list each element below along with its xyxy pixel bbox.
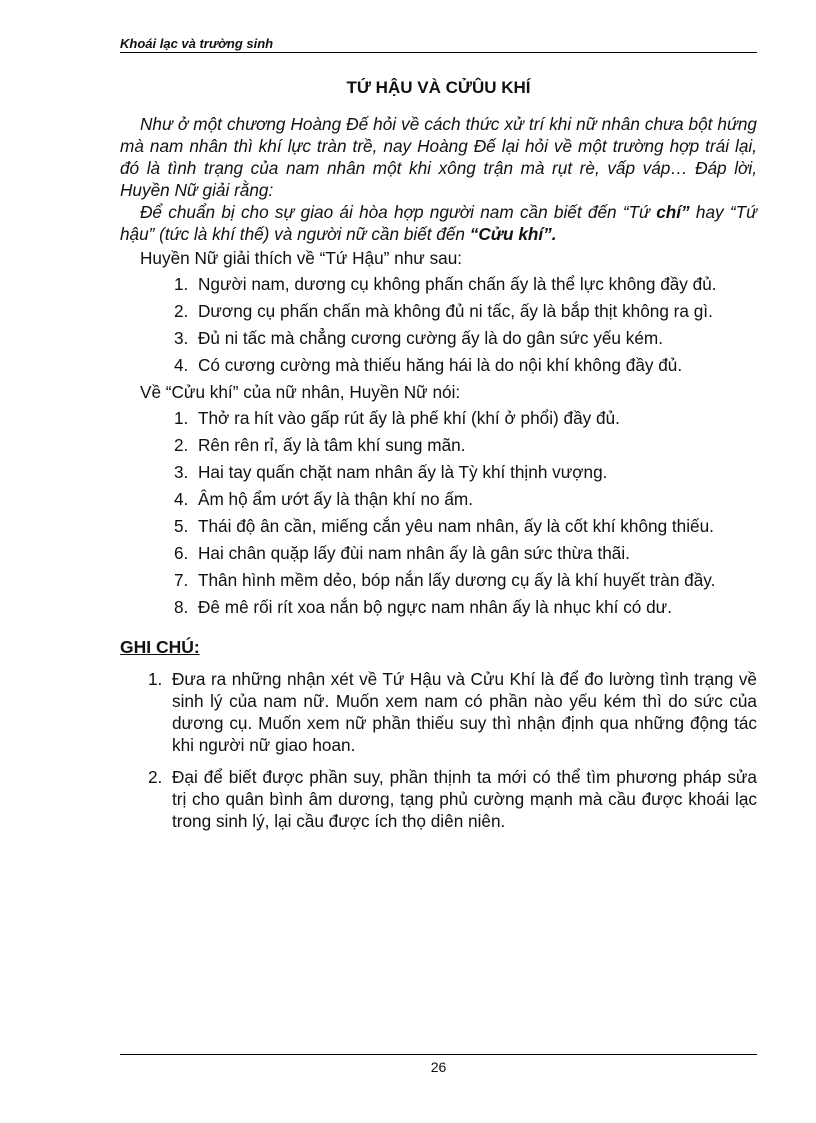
intro-paragraph: Như ở một chương Hoàng Đế hỏi về cách thức xử trí khi nữ nhân chưa bột hứng mà nam nhân thì khí lực tràn trề, nay Hoàng Đế lại hỏi về một trường hợp trái lại, đó là tình trạng của nam nhân một khi xông trận mà rụt rè, vấp váp… Đáp lời, Huyền Nữ giải rằng: xyxy=(120,114,757,200)
note-item xyxy=(120,766,757,832)
list-item xyxy=(120,596,757,618)
list-item-text: Đê mê rối rít xoa nắn bộ ngực nam nhân ấy là nhục khí có dư. xyxy=(198,597,672,617)
list-item-number: 4. xyxy=(174,355,189,375)
list-item xyxy=(120,515,757,537)
list-item xyxy=(120,273,757,295)
footer-rule xyxy=(120,1054,757,1055)
cuu-khi-intro: Về “Cửu khí” của nữ nhân, Huyền Nữ nói: xyxy=(140,382,461,402)
list-item-text: Đủ ni tấc mà chẳng cương cường ấy là do gân sức yếu kém. xyxy=(198,328,664,348)
list-item-text: Thân hình mềm dẻo, bóp nắn lấy dương cụ ấy là khí huyết tràn đầy. xyxy=(198,570,716,590)
notes-heading: GHI CHÚ: xyxy=(120,637,200,657)
list-item-text: Dương cụ phấn chấn mà không đủ ni tấc, ấy là bắp thịt không ra gì. xyxy=(198,301,713,321)
list-item-number: 5. xyxy=(174,516,189,536)
list-item-number: 2. xyxy=(174,435,189,455)
list-item-text: Hai tay quấn chặt nam nhân ấy là Tỳ khí thịnh vượng. xyxy=(198,462,608,482)
list-item xyxy=(120,434,757,456)
list-item-text: Có cương cường mà thiếu hăng hái là do nội khí không đầy đủ. xyxy=(198,355,683,375)
list-item-text: Hai chân quặp lấy đùi nam nhân ấy là gân sức thừa thãi. xyxy=(198,543,630,563)
list-item-number: 3. xyxy=(174,328,189,348)
list-item xyxy=(120,407,757,429)
list-item-number: 1. xyxy=(174,274,189,294)
list-item-text: Rên rên rỉ, ấy là tâm khí sung mãn. xyxy=(198,435,466,455)
cuu-khi-list xyxy=(120,407,757,618)
list-item-number: 1. xyxy=(174,408,189,428)
note-item-text: Đại để biết được phần suy, phần thịnh ta mới có thể tìm phương pháp sửa trị cho quân bình âm dương, tạng phủ cường mạnh mà cầu được khoái lạc trong sinh lý, lại cầu được ích thọ diên niên. xyxy=(172,767,757,831)
second-paragraph xyxy=(120,201,757,245)
running-header: Khoái lạc và trường sinh xyxy=(120,36,757,53)
list-item-text: Thái độ ân cần, miếng cắn yêu nam nhân, ấy là cốt khí không thiếu. xyxy=(198,516,714,536)
note-item-number: 2. xyxy=(148,767,163,787)
list-item-number: 2. xyxy=(174,301,189,321)
note-item-text: Đưa ra những nhận xét về Tứ Hậu và Cửu Khí là để đo lường tình trạng về sinh lý của nam nữ. Muốn xem nam có phần nào yếu kém thì do sức của dương cụ. Muốn xem nữ phần thiếu suy thì nhận định qua những động tác khi người nữ giao hoan. xyxy=(172,669,757,755)
tu-hau-intro: Huyền Nữ giải thích về “Tứ Hậu” như sau: xyxy=(140,248,463,268)
list-item-number: 4. xyxy=(174,489,189,509)
note-item xyxy=(120,668,757,756)
list-item xyxy=(120,327,757,349)
body-text xyxy=(120,113,757,842)
list-item xyxy=(120,461,757,483)
list-item-text: Âm hộ ẩm ướt ấy là thận khí no ấm. xyxy=(198,489,473,509)
chapter-title: TỨ HẬU VÀ CỬÛU KHÍ xyxy=(346,78,531,97)
list-item-number: 7. xyxy=(174,570,189,590)
list-item xyxy=(120,354,757,376)
list-item-number: 6. xyxy=(174,543,189,563)
list-item xyxy=(120,300,757,322)
page-number: 26 xyxy=(430,1059,447,1075)
note-item-number: 1. xyxy=(148,669,163,689)
list-item-text: Thở ra hít vào gấp rút ấy là phế khí (khí ở phổi) đầy đủ. xyxy=(198,408,620,428)
list-item-number: 8. xyxy=(174,597,189,617)
list-item xyxy=(120,569,757,591)
list-item xyxy=(120,542,757,564)
second-paragraph-bold2: “Cửu khí”. xyxy=(469,224,557,244)
list-item xyxy=(120,488,757,510)
second-paragraph-bold1: chí” xyxy=(656,202,690,222)
list-item-text: Người nam, dương cụ không phấn chấn ấy là thể lực không đầy đủ. xyxy=(198,274,717,294)
notes-list xyxy=(120,668,757,832)
second-paragraph-part2: hay “Tứ hậu” (tức là khí thế) và người nữ cần biết đến xyxy=(120,202,757,244)
tu-hau-list xyxy=(120,273,757,376)
second-paragraph-part1: Để chuẩn bị cho sự giao ái hòa hợp người nam cần biết đến “Tứ xyxy=(140,202,657,222)
list-item-number: 3. xyxy=(174,462,189,482)
